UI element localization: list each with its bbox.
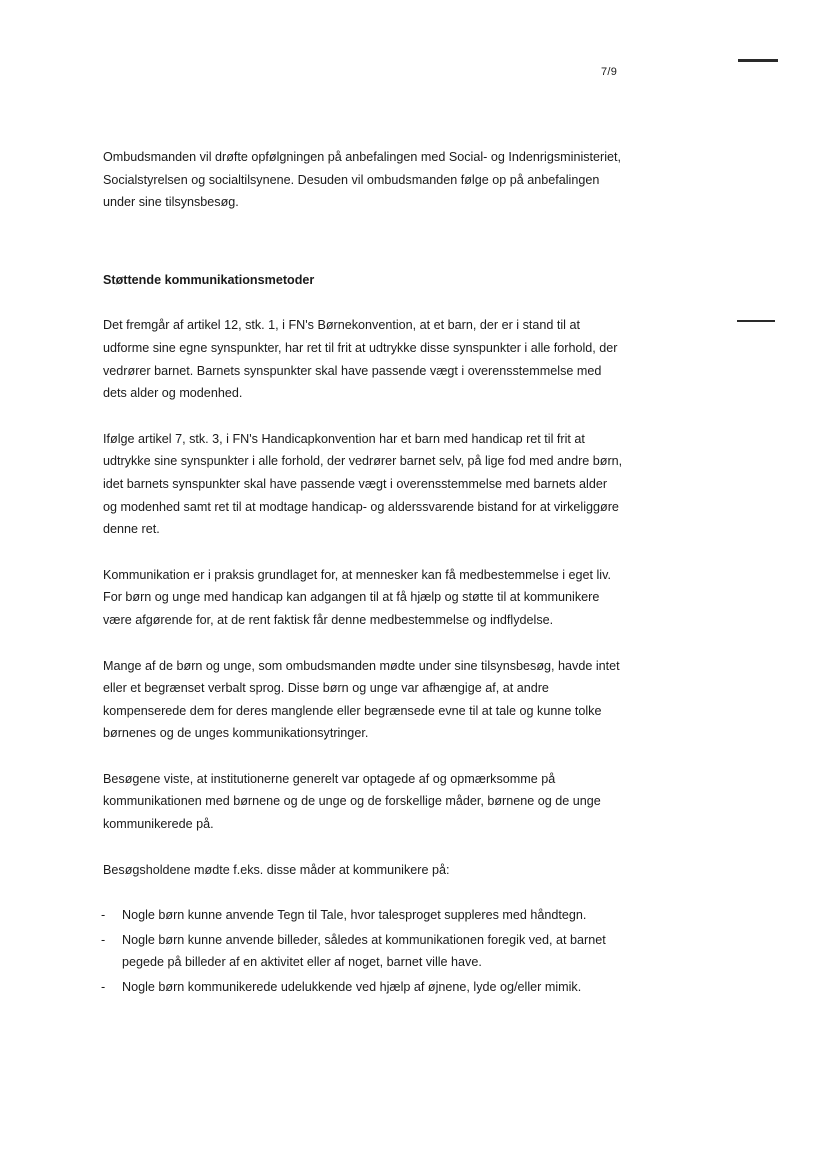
list-item-text: Nogle børn kunne anvende Tegn til Tale, hvor talesproget suppleres med håndtegn. (122, 908, 587, 923)
bullet-marker: - (101, 908, 106, 923)
paragraph-article-7: Ifølge artikel 7, stk. 3, i FN's Handicapkonvention har et barn med handicap ret til frit at udtrykke sine synspunkter i alle forhold, der vedrører barnet selv, på lige fod med andre børn, idet barnets synspunkter skal have passende vægt i overensstemmelse med barnets alder og modenhed samt ret til at modtage handicap- og alderssvarende bistand for at virkeliggøre denne ret. (103, 431, 623, 537)
paragraph-verbal-language: Mange af de børn og unge, som ombudsmanden mødte under sine tilsynsbesøg, havde intet eller et begrænset verbalt sprog. Disse børn og unge var afhængige af, at andre kompenserede dem for deres manglende eller begrænsede evne til at tale og kunne tolke børnenes og de unges kommunikationsytringer. (103, 658, 620, 741)
paragraph-article-12: Det fremgår af artikel 12, stk. 1, i FN's Børnekonvention, at et barn, der er i stand til at udforme sine egne synspunkter, har ret til frit at udtrykke disse synspunkter i alle forhold, der vedrører barnet. Barnets synspunkter skal have passende vægt i overensstemmelse med dets alder og modenhed. (103, 318, 618, 401)
paragraph-list-intro: Besøgsholdene mødte f.eks. disse måder at kommunikere på: (103, 862, 450, 877)
margin-mark-middle (737, 320, 775, 322)
paragraph-communication: Kommunikation er i praksis grundlaget for, at mennesker kan få medbestemmelse i eget liv. For børn og unge med handicap kan adgangen til at få hjælp og støtte til at kommunikere være afgørende for, at de rent faktisk får denne medbestemmelse og indflydelse. (103, 567, 611, 627)
page-number: 7/9 (601, 66, 618, 78)
document-body (103, 146, 623, 1001)
list-item-text: Nogle børn kommunikerede udelukkende ved hjælp af øjnene, lyde og/eller mimik. (122, 980, 582, 995)
section-heading: Støttende kommunikationsmetoder (103, 272, 315, 287)
bullet-marker: - (101, 980, 106, 995)
communication-methods-list (103, 904, 623, 998)
paragraph-visits: Besøgene viste, at institutionerne generelt var optagede af og opmærksomme på kommunikationen med børnene og de unge og de forskellige måder, børnene og de unge kommunikerede på. (103, 771, 601, 832)
list-item (103, 976, 623, 999)
list-item-text: Nogle børn kunne anvende billeder, således at kommunikationen foregik ved, at barnet pegede på billeder af en aktivitet eller af noget, barnet ville have. (122, 932, 606, 970)
margin-mark-top (738, 59, 778, 62)
list-item (103, 904, 623, 927)
intro-paragraph: Ombudsmanden vil drøfte opfølgningen på anbefalingen med Social- og Indenrigsministeriet, Socialstyrelsen og socialtilsynene. Desuden vil ombudsmanden følge op på anbefalingen under sine tilsynsbesøg. (103, 150, 622, 210)
bullet-marker: - (101, 932, 106, 947)
list-item (103, 929, 623, 974)
